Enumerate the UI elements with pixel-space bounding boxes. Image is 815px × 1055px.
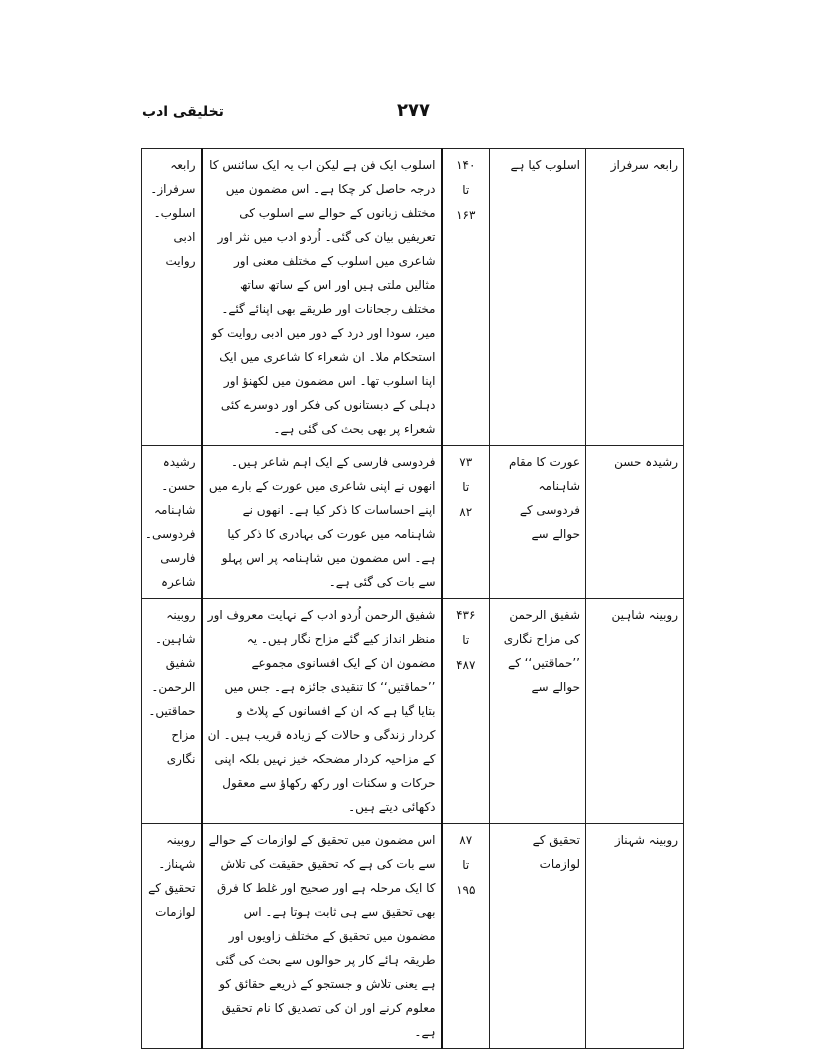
index-table [141, 148, 684, 1049]
page-to: تا [462, 183, 470, 197]
table-row [142, 446, 684, 599]
article-title-cell: شفیق الرحمن کی مزاح نگاری ’’حماقتیں‘‘ کے حوالے سے [490, 599, 586, 824]
author-cell: رابعہ سرفراز [586, 149, 684, 446]
summary-cell: فردوسی فارسی کے ایک اہم شاعر ہیں۔ انھوں نے اپنی شاعری میں عورت کے بارے میں اپنے احساسات کا ذکر کیا ہے۔ انھوں نے شاہنامہ میں عورت کی بہادری کا ذکر کیا ہے۔ اس مضمون میں شاہنامہ پر اس پہلو سے بات کی گئی ہے۔ [202, 446, 442, 599]
page-end: ۸۲ [459, 505, 473, 519]
page-number: ۲۷۷ [397, 100, 430, 121]
author-cell: روبینہ شہناز [586, 824, 684, 1049]
page-end: ۱۶۳ [456, 208, 476, 222]
page-start: ۸۷ [459, 833, 473, 847]
page-to: تا [462, 858, 470, 872]
keywords-cell: روبینہ شہناز۔ تحقیق کے لوازمات [142, 824, 202, 1049]
summary-cell: اسلوب ایک فن ہے لیکن اب یہ ایک سائنس کا درجہ حاصل کر چکا ہے۔ اس مضمون میں مختلف زبانوں کے حوالے سے اسلوب کی تعریفیں بیان کی گئی۔ اُردو ادب میں نثر اور شاعری میں اسلوب کے مختلف معنی اور مثالیں ملتی ہیں اور اس کے ساتھ ساتھ مختلف رجحانات اور طریقے بھی اپنائے گئے۔ میر، سودا اور درد کے دور میں ادبی روایت کو استحکام ملا۔ ان شعراء کا شاعری میں ایک اپنا اسلوب تھا۔ اس مضمون میں لکھنؤ اور دہلی کے دبستانوں کی فکر اور دوسرے کئی شعراء پر بھی بحث کی گئی ہے۔ [202, 149, 442, 446]
keywords-cell: روبینہ شاہین۔ شفیق الرحمن۔ حماقتیں۔ مزاح نگاری [142, 599, 202, 824]
keywords-cell: رابعہ سرفراز۔ اسلوب۔ ادبی روایت [142, 149, 202, 446]
page-end: ۱۹۵ [456, 883, 476, 897]
summary-cell: شفیق الرحمن اُردو ادب کے نہایت معروف اور منظر انداز کیے گئے مزاح نگار ہیں۔ یہ مضمون ان کے ایک افسانوی مجموعے ’’حماقتیں‘‘ کا تنقیدی جائزہ ہے۔ جس میں بتایا گیا ہے کہ ان کے افسانوں کے پلاٹ و کردار زندگی و حالات کے زیادہ قریب ہیں۔ ان کے مزاحیہ کردار مضحکہ خیز نہیں بلکہ اپنی حرکات و سکنات اور رکھ رکھاؤ سے معقول دکھائی دیتے ہیں۔ [202, 599, 442, 824]
pages-cell [442, 824, 490, 1049]
pages-cell [442, 599, 490, 824]
page-header [142, 100, 682, 128]
article-title-cell: تحقیق کے لوازمات [490, 824, 586, 1049]
pages-cell [442, 446, 490, 599]
article-title-cell: اسلوب کیا ہے [490, 149, 586, 446]
table-row [142, 824, 684, 1049]
page-end: ۴۸۷ [456, 658, 476, 672]
author-cell: رشیدہ حسن [586, 446, 684, 599]
summary-cell: اس مضمون میں تحقیق کے لوازمات کے حوالے سے بات کی ہے کہ تحقیق حقیقت کی تلاش کا ایک مرحلہ ہے اور صحیح اور غلط کا فرق بھی تحقیق سے ہی ثابت ہوتا ہے۔ اس مضمون میں تحقیق کے مختلف زاویوں اور طریقہ ہائے کار پر حوالوں سے بحث کی گئی ہے یعنی تلاش و جستجو کے ذریعے حقائق کو معلوم کرنے اور ان کی تصدیق کا نام تحقیق ہے۔ [202, 824, 442, 1049]
author-cell: روبینہ شاہین [586, 599, 684, 824]
page-start: ۱۴۰ [456, 158, 476, 172]
table-row [142, 149, 684, 446]
page-start: ۷۳ [459, 455, 473, 469]
article-title-cell: عورت کا مقام شاہنامہ فردوسی کے حوالے سے [490, 446, 586, 599]
pages-cell [442, 149, 490, 446]
page-to: تا [462, 480, 470, 494]
running-title: تخلیقی ادب [142, 104, 224, 120]
keywords-cell: رشیدہ حسن۔ شاہنامہ فردوسی۔ فارسی شاعرہ [142, 446, 202, 599]
page-start: ۴۳۶ [456, 608, 476, 622]
table-row [142, 599, 684, 824]
page-to: تا [462, 633, 470, 647]
